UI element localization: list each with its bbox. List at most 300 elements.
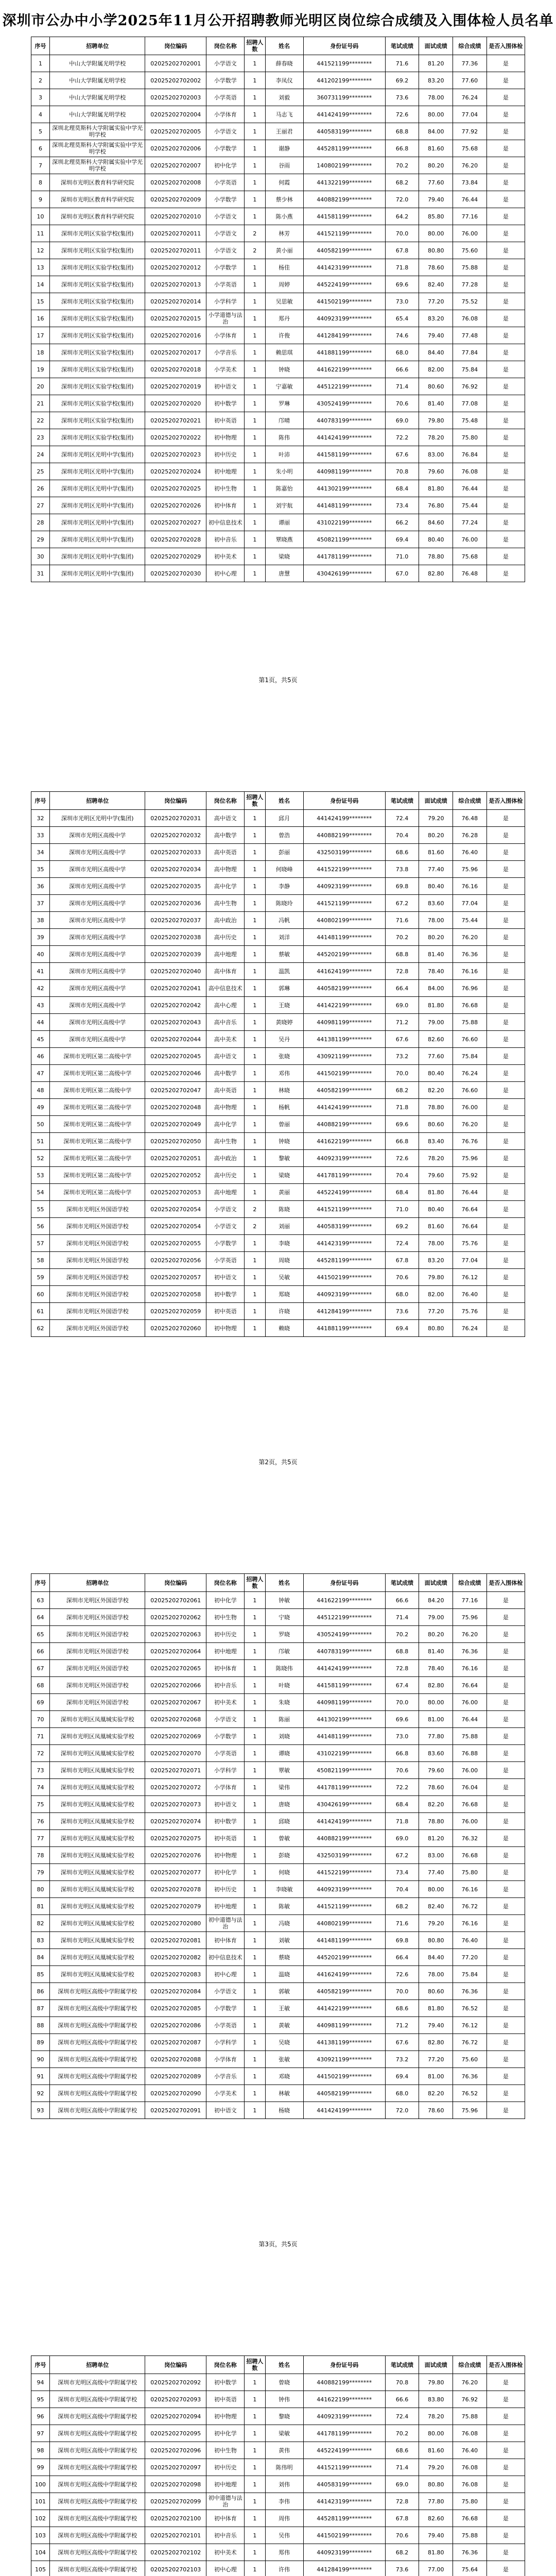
- table-cell: 79.80: [419, 1269, 453, 1286]
- table-cell: 75.96: [453, 1609, 487, 1626]
- table-cell: 9: [31, 191, 50, 208]
- table-row: [31, 157, 525, 174]
- table-cell: 高中信息技术: [206, 980, 245, 997]
- table-cell: 67.8: [385, 2510, 419, 2527]
- table-row: [31, 361, 525, 378]
- table-cell: 77: [31, 1830, 50, 1847]
- table-cell: 81.60: [419, 2442, 453, 2459]
- table-cell: 是: [486, 1728, 525, 1745]
- table-cell: 65: [31, 1626, 50, 1643]
- table-cell: 73.0: [385, 1728, 419, 1745]
- table-row: [31, 1235, 525, 1252]
- table-cell: 深圳市光明区光明中学(集团): [50, 497, 145, 514]
- table-cell: 02025202702020: [145, 395, 206, 412]
- table-cell: 02025202702019: [145, 378, 206, 395]
- table-cell: 47: [31, 1065, 50, 1082]
- table-cell: 441502199********: [303, 2068, 385, 2085]
- table-cell: 林晓: [265, 1082, 303, 1099]
- column-header: 综合成绩: [453, 2356, 487, 2374]
- table-cell: 1: [245, 1592, 265, 1609]
- table-cell: 78.00: [419, 912, 453, 929]
- table-cell: 441581199********: [303, 1677, 385, 1694]
- table-cell: 朱小明: [265, 463, 303, 480]
- table-cell: 小学语文: [206, 242, 245, 259]
- table-cell: 5: [31, 123, 50, 140]
- table-cell: 02025202702008: [145, 174, 206, 191]
- table-row: [31, 2017, 525, 2034]
- table-cell: 深圳市光明区高级中学附属学校: [50, 2561, 145, 2576]
- table-cell: 高中音乐: [206, 1014, 245, 1031]
- table-cell: 1: [245, 2085, 265, 2102]
- table-cell: 02025202702066: [145, 1677, 206, 1694]
- table-cell: 深圳市光明区高级中学: [50, 827, 145, 844]
- table-cell: 441581199********: [303, 446, 385, 463]
- table-cell: 初中语文: [206, 378, 245, 395]
- table-cell: 82.60: [419, 1031, 453, 1048]
- table-cell: 深圳市光明区高级中学附属学校: [50, 2442, 145, 2459]
- table-cell: 02025202702005: [145, 123, 206, 140]
- table-cell: 76.16: [453, 1660, 487, 1677]
- table-row: [31, 1711, 525, 1728]
- table-cell: 68.4: [385, 1184, 419, 1201]
- table-cell: 441622199********: [303, 1133, 385, 1150]
- table-row: [31, 293, 525, 310]
- table-cell: 1: [245, 1847, 265, 1864]
- table-cell: 2: [245, 1201, 265, 1218]
- table-row: [31, 2102, 525, 2119]
- table-cell: 深圳市光明区实验学校(集团): [50, 276, 145, 293]
- table-cell: 02025202702063: [145, 1626, 206, 1643]
- table-cell: 小学数学: [206, 140, 245, 157]
- table-cell: 69.8: [385, 878, 419, 895]
- table-cell: 75.64: [453, 2561, 487, 2576]
- table-cell: 67.6: [385, 446, 419, 463]
- column-header: 序号: [31, 37, 50, 55]
- table-cell: 深圳市光明区外国语学校: [50, 1320, 145, 1337]
- table-cell: 75.88: [453, 2527, 487, 2544]
- table-cell: 441481199********: [303, 929, 385, 946]
- table-row: [31, 861, 525, 878]
- table-header-row: [31, 2356, 525, 2374]
- table-cell: 441381199********: [303, 2034, 385, 2051]
- table-cell: 1: [245, 1116, 265, 1133]
- table-row: [31, 2493, 525, 2510]
- table-cell: 是: [486, 225, 525, 242]
- table-cell: 441284199********: [303, 327, 385, 344]
- table-cell: 76.40: [453, 1932, 487, 1949]
- results-table: [31, 791, 525, 1337]
- table-cell: 是: [486, 1847, 525, 1864]
- table-cell: 深圳市光明区实验学校(集团): [50, 293, 145, 310]
- table-cell: 深圳市光明区凤凰城实验学校: [50, 1728, 145, 1745]
- table-cell: 68.2: [385, 174, 419, 191]
- table-cell: 75.80: [453, 429, 487, 446]
- table-cell: 深圳市光明区实验学校(集团): [50, 327, 145, 344]
- table-cell: 初中美术: [206, 548, 245, 565]
- table-cell: 1: [245, 2017, 265, 2034]
- table-cell: 王丽君: [265, 123, 303, 140]
- table-cell: 是: [486, 895, 525, 912]
- table-cell: 深圳市光明区高级中学附属学校: [50, 2408, 145, 2425]
- table-cell: 75.96: [453, 1150, 487, 1167]
- table-cell: 是: [486, 208, 525, 225]
- table-cell: 78.80: [419, 1099, 453, 1116]
- table-cell: 是: [486, 2442, 525, 2459]
- table-cell: 深圳市光明区高级中学附属学校: [50, 2051, 145, 2068]
- table-cell: 02025202702027: [145, 514, 206, 531]
- table-cell: 76.88: [453, 1745, 487, 1762]
- table-cell: 初中物理: [206, 1847, 245, 1864]
- table-cell: 初中英语: [206, 2391, 245, 2408]
- table-cell: 1: [245, 1184, 265, 1201]
- table-cell: 初中化学: [206, 1864, 245, 1881]
- table-row: [31, 2034, 525, 2051]
- table-cell: 深圳市光明区高级中学: [50, 980, 145, 997]
- table-cell: 76.40: [453, 844, 487, 861]
- table-cell: 76.00: [453, 1694, 487, 1711]
- table-cell: 71.4: [385, 2459, 419, 2476]
- table-cell: 1: [245, 2510, 265, 2527]
- table-cell: 是: [486, 378, 525, 395]
- table-row: [31, 1966, 525, 1983]
- table-cell: 02025202702061: [145, 1592, 206, 1609]
- table-cell: 33: [31, 827, 50, 844]
- table-cell: 1: [245, 1082, 265, 1099]
- table-cell: 是: [486, 361, 525, 378]
- table-cell: 69.4: [385, 531, 419, 548]
- table-cell: 76.52: [453, 2085, 487, 2102]
- table-cell: 440583199********: [303, 2476, 385, 2493]
- table-cell: 02025202702096: [145, 2442, 206, 2459]
- table-cell: 1: [245, 565, 265, 582]
- table-cell: 80.20: [419, 157, 453, 174]
- table-row: [31, 140, 525, 157]
- table-cell: 70.6: [385, 395, 419, 412]
- table-cell: 105: [31, 2561, 50, 2576]
- table-cell: 02025202702007: [145, 157, 206, 174]
- table-cell: 是: [486, 1609, 525, 1626]
- table-cell: 是: [486, 2527, 525, 2544]
- table-cell: 是: [486, 140, 525, 157]
- table-cell: 77.28: [453, 276, 487, 293]
- column-header: 综合成绩: [453, 1574, 487, 1592]
- table-cell: 360731199********: [303, 89, 385, 106]
- table-cell: 440582199********: [303, 1983, 385, 2000]
- table-cell: 高中地理: [206, 1184, 245, 1201]
- table-cell: 02025202702048: [145, 1099, 206, 1116]
- table-cell: 1: [245, 55, 265, 72]
- table-cell: 是: [486, 293, 525, 310]
- table-row: [31, 2442, 525, 2459]
- table-cell: 深圳市光明区外国语学校: [50, 1592, 145, 1609]
- table-cell: 50: [31, 1116, 50, 1133]
- column-header: 身份证号码: [303, 2356, 385, 2374]
- table-cell: 郑伟: [265, 2544, 303, 2561]
- table-cell: 69.6: [385, 1116, 419, 1133]
- table-cell: 82.80: [419, 565, 453, 582]
- table-cell: 是: [486, 878, 525, 895]
- table-cell: 68.8: [385, 1643, 419, 1660]
- table-cell: 曾浩: [265, 827, 303, 844]
- table-cell: 2: [245, 1218, 265, 1235]
- table-cell: 441284199********: [303, 1303, 385, 1320]
- table-row: [31, 1150, 525, 1167]
- table-cell: 73.0: [385, 293, 419, 310]
- table-cell: 初中历史: [206, 2459, 245, 2476]
- table-cell: 445122199********: [303, 378, 385, 395]
- table-cell: 83.40: [419, 1133, 453, 1150]
- table-cell: 林芳: [265, 225, 303, 242]
- table-cell: 22: [31, 412, 50, 429]
- table-cell: 84.00: [419, 123, 453, 140]
- table-cell: 小学科学: [206, 1762, 245, 1779]
- table-cell: 82.40: [419, 276, 453, 293]
- table-cell: 1: [245, 980, 265, 997]
- table-cell: 02025202702013: [145, 276, 206, 293]
- table-cell: 刘丽: [265, 1218, 303, 1235]
- table-cell: 覃敏: [265, 1762, 303, 1779]
- table-cell: 深圳市光明区高级中学附属学校: [50, 2425, 145, 2442]
- table-cell: 78.80: [419, 548, 453, 565]
- table-row: [31, 2068, 525, 2085]
- table-cell: 是: [486, 89, 525, 106]
- table-cell: 02025202702041: [145, 980, 206, 997]
- table-cell: 深圳市光明区高级中学附属学校: [50, 2544, 145, 2561]
- table-cell: 72.6: [385, 106, 419, 123]
- table-cell: 02025202702052: [145, 1167, 206, 1184]
- table-cell: 79.40: [419, 2017, 453, 2034]
- table-row: [31, 2408, 525, 2425]
- table-cell: 1: [245, 2476, 265, 2493]
- table-cell: 是: [486, 997, 525, 1014]
- table-cell: 441202199********: [303, 72, 385, 89]
- table-cell: 深圳市光明区外国语学校: [50, 1303, 145, 1320]
- table-cell: 谭丽: [265, 514, 303, 531]
- table-cell: 72.2: [385, 1779, 419, 1796]
- table-cell: 02025202702072: [145, 1779, 206, 1796]
- table-cell: 高中语文: [206, 1048, 245, 1065]
- table-cell: 86: [31, 1983, 50, 2000]
- table-cell: 02025202702049: [145, 1116, 206, 1133]
- table-cell: 441502199********: [303, 2527, 385, 2544]
- table-cell: 1: [245, 1167, 265, 1184]
- table-cell: 1: [245, 1983, 265, 2000]
- table-cell: 是: [486, 2085, 525, 2102]
- table-cell: 77.16: [453, 1592, 487, 1609]
- table-cell: 15: [31, 293, 50, 310]
- table-cell: 深圳市光明区高级中学附属学校: [50, 2493, 145, 2510]
- table-row: [31, 980, 525, 997]
- table-cell: 441521199********: [303, 2459, 385, 2476]
- table-cell: 441521199********: [303, 895, 385, 912]
- table-cell: 1: [245, 327, 265, 344]
- table-cell: 初中生物: [206, 2442, 245, 2459]
- table-cell: 83.60: [419, 895, 453, 912]
- table-cell: 104: [31, 2544, 50, 2561]
- table-cell: 441521199********: [303, 55, 385, 72]
- table-cell: 深圳市光明区凤凰城实验学校: [50, 1779, 145, 1796]
- table-cell: 441424199********: [303, 429, 385, 446]
- table-cell: 77.04: [453, 895, 487, 912]
- table-cell: 69.6: [385, 1711, 419, 1728]
- table-cell: 小学数学: [206, 72, 245, 89]
- table-cell: 周婷: [265, 276, 303, 293]
- table-cell: 小学语文: [206, 123, 245, 140]
- table-cell: 441284199********: [303, 2561, 385, 2576]
- table-cell: 61: [31, 1303, 50, 1320]
- table-cell: 黄伟: [265, 2442, 303, 2459]
- table-row: [31, 1218, 525, 1235]
- table-cell: 37: [31, 895, 50, 912]
- table-cell: 94: [31, 2374, 50, 2391]
- table-cell: 76: [31, 1813, 50, 1830]
- table-cell: 68.4: [385, 1796, 419, 1813]
- table-cell: 高中物理: [206, 1099, 245, 1116]
- table-cell: 440582199********: [303, 242, 385, 259]
- table-cell: 唐慧: [265, 565, 303, 582]
- table-cell: 440882199********: [303, 2374, 385, 2391]
- table-cell: 66.6: [385, 361, 419, 378]
- table-cell: 25: [31, 463, 50, 480]
- table-row: [31, 2561, 525, 2576]
- table-cell: 68.4: [385, 480, 419, 497]
- column-header: 身份证号码: [303, 792, 385, 810]
- table-cell: 1: [245, 89, 265, 106]
- table-cell: 02025202702025: [145, 480, 206, 497]
- table-cell: 77.08: [453, 395, 487, 412]
- table-cell: 是: [486, 2561, 525, 2576]
- table-cell: 02025202702076: [145, 1847, 206, 1864]
- table-cell: 70: [31, 1711, 50, 1728]
- table-cell: 深圳市光明区第二高级中学: [50, 1133, 145, 1150]
- table-cell: 02025202702054: [145, 1218, 206, 1235]
- table-cell: 80.40: [419, 1065, 453, 1082]
- column-header: 身份证号码: [303, 37, 385, 55]
- table-cell: 是: [486, 810, 525, 827]
- table-cell: 初中体育: [206, 1660, 245, 1677]
- document-page: [0, 2346, 556, 2576]
- table-cell: 梁伟: [265, 1779, 303, 1796]
- table-cell: 70.4: [385, 1881, 419, 1898]
- table-row: [31, 446, 525, 463]
- table-cell: 80.20: [419, 1626, 453, 1643]
- table-cell: 深圳市光明区高级中学附属学校: [50, 2374, 145, 2391]
- table-cell: 100: [31, 2476, 50, 2493]
- table-cell: 79.20: [419, 2459, 453, 2476]
- document-page: [0, 1564, 556, 2346]
- table-cell: 78.60: [419, 1779, 453, 1796]
- table-cell: 81.80: [419, 2544, 453, 2561]
- table-cell: 43: [31, 997, 50, 1014]
- table-cell: 75.88: [453, 2408, 487, 2425]
- table-row: [31, 1728, 525, 1745]
- table-cell: 02025202702043: [145, 1014, 206, 1031]
- table-cell: 初中音乐: [206, 1677, 245, 1694]
- table-row: [31, 1983, 525, 2000]
- column-header: 面试成绩: [419, 792, 453, 810]
- table-cell: 02025202702046: [145, 1065, 206, 1082]
- table-cell: 90: [31, 2051, 50, 2068]
- table-cell: 79.60: [419, 1762, 453, 1779]
- column-header: 姓名: [265, 37, 303, 55]
- table-cell: 430524199********: [303, 395, 385, 412]
- table-row: [31, 1915, 525, 1932]
- table-row: [31, 72, 525, 89]
- table-cell: 深圳市光明区高级中学附属学校: [50, 2085, 145, 2102]
- table-cell: 85.80: [419, 208, 453, 225]
- table-cell: 是: [486, 565, 525, 582]
- table-cell: 445224199********: [303, 276, 385, 293]
- table-cell: 1: [245, 123, 265, 140]
- table-cell: 吴思敏: [265, 293, 303, 310]
- table-cell: 441481199********: [303, 497, 385, 514]
- table-cell: 是: [486, 2493, 525, 2510]
- table-cell: 92: [31, 2085, 50, 2102]
- table-cell: 是: [486, 946, 525, 963]
- table-cell: 441881199********: [303, 344, 385, 361]
- table-cell: 77.92: [453, 123, 487, 140]
- table-cell: 440582199********: [303, 2085, 385, 2102]
- table-cell: 是: [486, 1320, 525, 1337]
- table-cell: 76.08: [453, 310, 487, 327]
- table-cell: 深圳市光明区教育科学研究院: [50, 208, 145, 225]
- table-cell: 覃晓燕: [265, 531, 303, 548]
- column-header: 是否入围体检: [486, 1574, 525, 1592]
- table-cell: 70.0: [385, 1065, 419, 1082]
- table-cell: 67.4: [385, 1677, 419, 1694]
- table-cell: 初中化学: [206, 157, 245, 174]
- table-cell: 68.2: [385, 2544, 419, 2561]
- table-cell: 深圳市光明区光明中学(集团): [50, 810, 145, 827]
- table-cell: 是: [486, 2374, 525, 2391]
- table-cell: 曾晓: [265, 2374, 303, 2391]
- table-cell: 02025202702031: [145, 810, 206, 827]
- table-cell: 76.76: [453, 1133, 487, 1150]
- table-cell: 吴丹: [265, 1031, 303, 1048]
- table-cell: 52: [31, 1150, 50, 1167]
- table-row: [31, 2459, 525, 2476]
- table-cell: 78.00: [419, 1966, 453, 1983]
- table-cell: 是: [486, 514, 525, 531]
- table-cell: 深圳市光明区第二高级中学: [50, 1048, 145, 1065]
- table-cell: 80.00: [419, 106, 453, 123]
- table-cell: 1: [245, 395, 265, 412]
- column-header: 岗位名称: [206, 2356, 245, 2374]
- table-row: [31, 1252, 525, 1269]
- page-number: 第3页，共5页: [258, 2241, 298, 2248]
- table-cell: 02025202702070: [145, 1745, 206, 1762]
- table-cell: 是: [486, 1796, 525, 1813]
- table-cell: 深圳市光明区高级中学: [50, 1031, 145, 1048]
- table-cell: 1: [245, 2459, 265, 2476]
- column-header: 姓名: [265, 792, 303, 810]
- table-cell: 是: [486, 1745, 525, 1762]
- table-cell: 钟晓: [265, 1133, 303, 1150]
- table-cell: 83.00: [419, 446, 453, 463]
- table-row: [31, 2374, 525, 2391]
- table-row: [31, 378, 525, 395]
- table-cell: 是: [486, 242, 525, 259]
- table-cell: 张敏: [265, 2051, 303, 2068]
- table-cell: 430921199********: [303, 2051, 385, 2068]
- table-cell: 18: [31, 344, 50, 361]
- table-cell: 蔡敏: [265, 946, 303, 963]
- table-cell: 02025202702021: [145, 412, 206, 429]
- table-cell: 1: [245, 1320, 265, 1337]
- table-row: [31, 1864, 525, 1881]
- table-cell: 70.8: [385, 463, 419, 480]
- table-cell: 76.00: [453, 531, 487, 548]
